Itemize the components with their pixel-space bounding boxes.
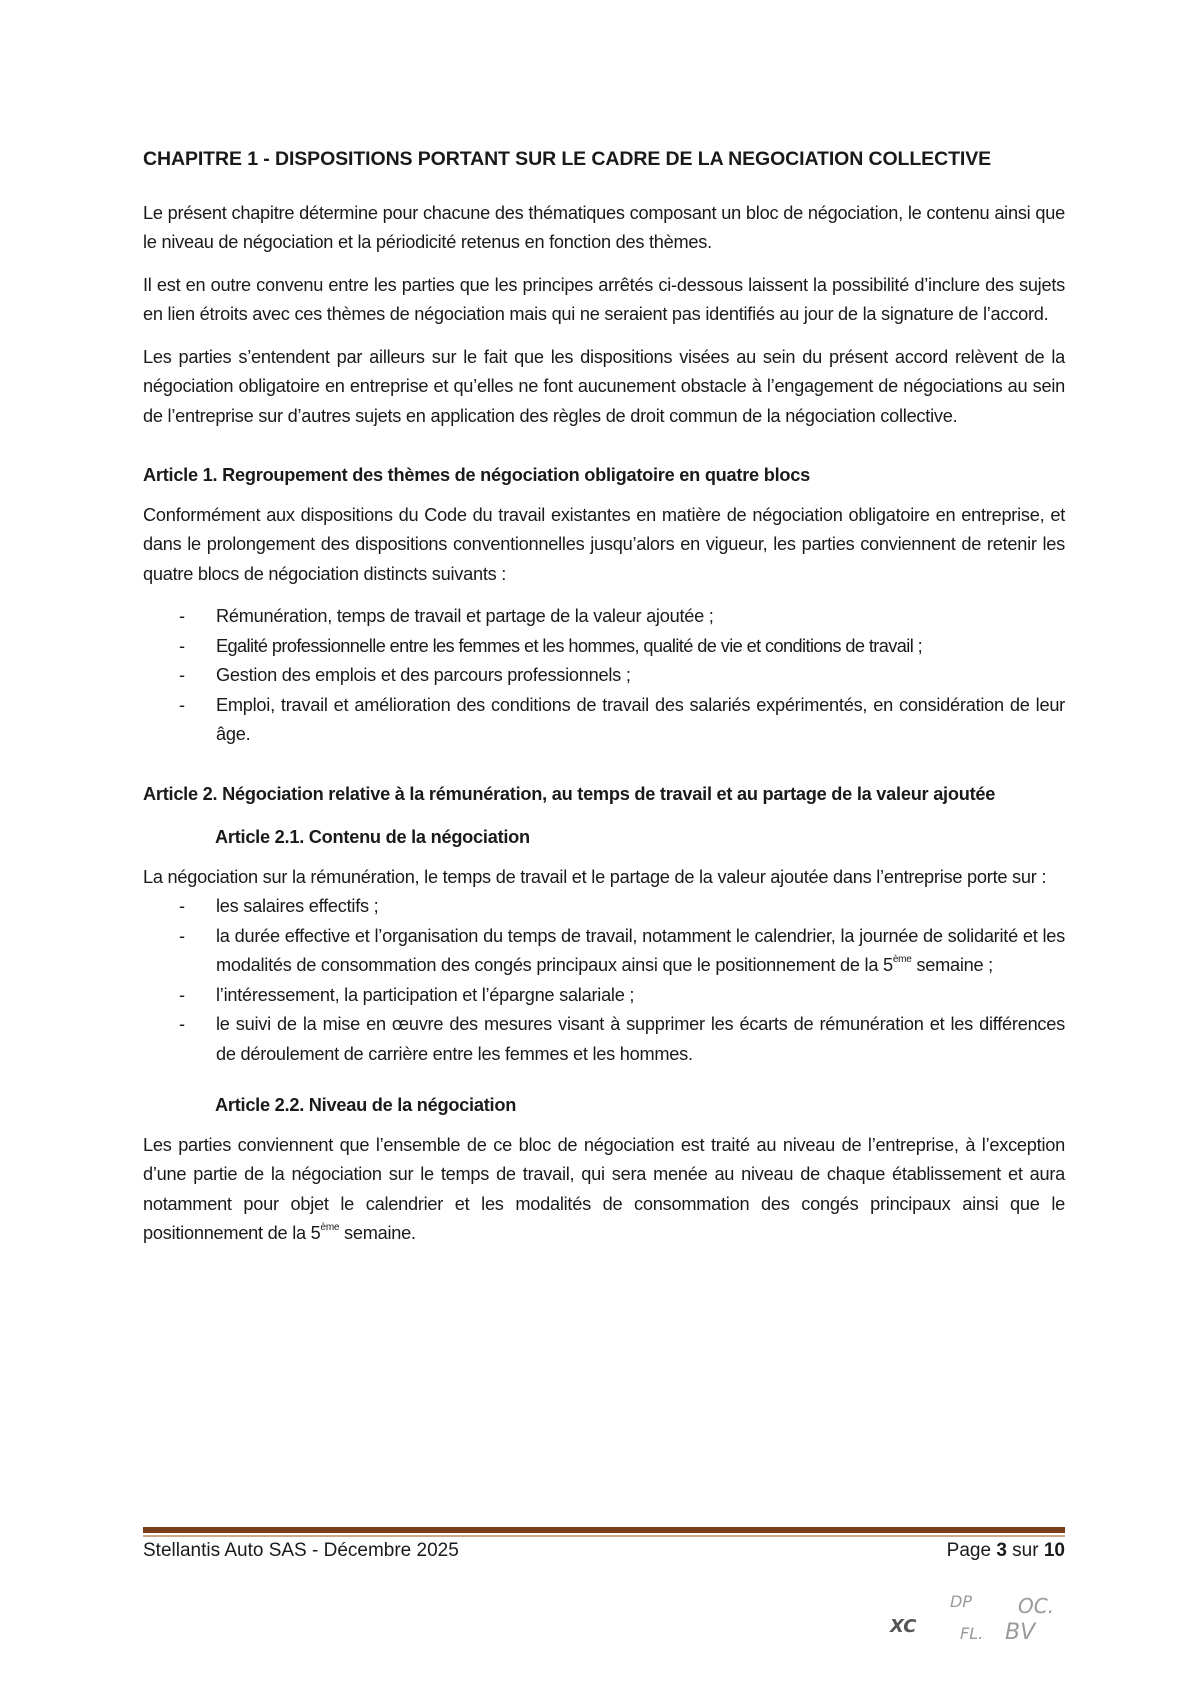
intro-paragraph: Le présent chapitre détermine pour chacune des thématiques composant un bloc de négociation, le contenu ainsi que le niveau de négociation et la périodicité retenus en fonction des thèmes. xyxy=(143,202,1065,252)
list-item: - Egalité professionnelle entre les femmes et les hommes, qualité de vie et conditions de travail ; xyxy=(143,632,1065,662)
handwritten-initials: XC DP OC. FL. BV xyxy=(890,1592,1055,1645)
list-item: - le suivi de la mise en œuvre des mesures visant à supprimer les écarts de rémunération et les différences de déroulement de carrière entre les femmes et les hommes. xyxy=(143,1010,1065,1069)
dash-bullet: - xyxy=(179,896,185,916)
footer-company-date: Stellantis Auto SAS - Décembre 2025 xyxy=(143,1540,459,1561)
article-2-1-title: Article 2.1. Contenu de la négociation xyxy=(215,827,530,847)
superscript: ème xyxy=(892,953,912,965)
article-1-title: Article 1. Regroupement des thèmes de négociation obligatoire en quatre blocs xyxy=(143,465,810,485)
dash-bullet: - xyxy=(179,635,185,656)
dash-bullet: - xyxy=(179,665,185,685)
article-2-1-paragraph: La négociation sur la rémunération, le temps de travail et le partage de la valeur ajoutée dans l’entreprise porte sur : xyxy=(143,866,1047,887)
page-content xyxy=(143,145,1065,1262)
article-2-1-list xyxy=(143,892,1065,1069)
dash-bullet: - xyxy=(179,984,185,1005)
article-2-2-title: Article 2.2. Niveau de la négociation xyxy=(215,1095,517,1115)
dash-bullet: - xyxy=(179,925,185,946)
dash-bullet: - xyxy=(179,694,185,715)
chapter-title: CHAPITRE 1 - DISPOSITIONS PORTANT SUR LE CADRE DE LA NEGOCIATION COLLECTIVE xyxy=(143,148,992,170)
list-item: - Emploi, travail et amélioration des conditions de travail des salariés expérimentés, en considération de leur âge. xyxy=(143,691,1065,750)
article-1-paragraph: Conformément aux dispositions du Code du travail existantes en matière de négociation obligatoire en entreprise, et dans le prolongement des dispositions conventionnelles jusqu’alors en vigueur, les parties conviennent de retenir les quatre blocs de négociation distincts suivants : xyxy=(143,504,1065,584)
article-2-2-paragraph: Les parties conviennent que l’ensemble de ce bloc de négociation est traité au niveau de l’entreprise, à l’exception d’une partie de la négociation sur le temps de travail, qui sera menée au niveau de chaque établissement et aura notamment pour objet le calendrier et les modalités de consommation des congés principaux ainsi que le positionnement de la 5ème semaine. xyxy=(143,1134,1065,1243)
list-item: - Gestion des emplois et des parcours professionnels ; xyxy=(143,661,1065,691)
dash-bullet: - xyxy=(179,606,185,626)
intro-paragraph: Il est en outre convenu entre les parties que les principes arrêtés ci-dessous laissent la possibilité d’inclure des sujets en lien étroits avec ces thèmes de négociation mais qui ne seraient pas identifiés au jour de la signature de l’accord. xyxy=(143,274,1065,324)
list-item: - la durée effective et l’organisation du temps de travail, notamment le calendrier, la journée de solidarité et les modalités de consommation des congés principaux ainsi que le positionnement de la 5ème semaine ; xyxy=(143,922,1065,981)
list-item: - les salaires effectifs ; xyxy=(143,892,1065,922)
dash-bullet: - xyxy=(179,1014,185,1034)
footer-page-number: Page 3 sur 10 xyxy=(946,1540,1065,1561)
superscript: ème xyxy=(320,1221,340,1233)
footer-rule xyxy=(143,1527,1065,1533)
article-1-list xyxy=(143,602,1065,750)
list-item: - Rémunération, temps de travail et partage de la valeur ajoutée ; xyxy=(143,602,1065,632)
article-2-title: Article 2. Négociation relative à la rémunération, au temps de travail et au partage de la valeur ajoutée xyxy=(143,783,996,804)
intro-paragraph: Les parties s’entendent par ailleurs sur le fait que les dispositions visées au sein du présent accord relèvent de la négociation obligatoire en entreprise et qu’elles ne font aucunement obstacle à l’engagement de négociations au sein de l’entreprise sur d’autres sujets en application des règles de droit commun de la négociation collective. xyxy=(143,346,1065,426)
list-item: - l’intéressement, la participation et l’épargne salariale ; xyxy=(143,981,1065,1011)
footer-rule-thin xyxy=(143,1535,1065,1537)
